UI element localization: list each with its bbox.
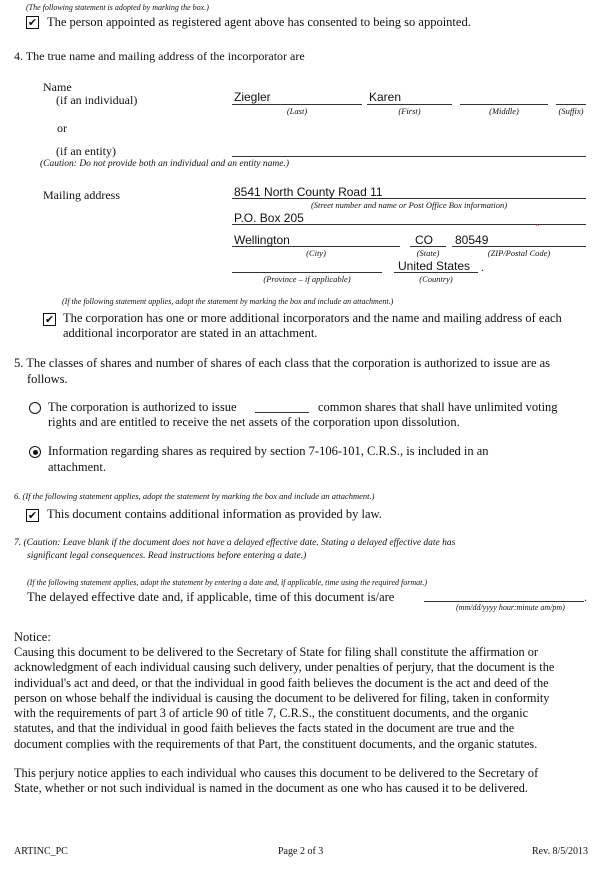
country-line <box>394 272 478 273</box>
first-label: (First) <box>398 106 421 116</box>
street-label: (Street number and name or Post Office Box information) <box>310 200 508 210</box>
zip-value[interactable]: 80549 <box>455 233 489 247</box>
last-label: (Last) <box>286 106 308 116</box>
consent-checkbox[interactable]: ✔ <box>27 16 38 29</box>
zip-label: (ZIP/Postal Code) <box>487 248 551 258</box>
suffix-line <box>556 104 586 105</box>
shares-option1-radio[interactable] <box>29 402 41 414</box>
attach-note: (If the following statement applies, adopt the statement by marking the box and include an attachment.) <box>62 297 394 306</box>
radio-selected-dot <box>33 450 38 455</box>
section6-text: This document contains additional information as provided by law. <box>47 507 382 521</box>
suffix-label: (Suffix) <box>558 106 584 116</box>
if-individual-label: (if an individual) <box>56 93 138 107</box>
shares-option2-line2: attachment. <box>48 460 106 474</box>
middle-label: (Middle) <box>489 106 519 116</box>
country-value[interactable]: United States <box>398 259 471 273</box>
adopt-note: (The following statement is adopted by marking the box.) <box>26 3 209 12</box>
country-period: . <box>481 260 484 274</box>
first-name-line <box>367 104 452 105</box>
revision-date: Rev. 8/5/2013 <box>532 846 589 857</box>
first-name-value[interactable]: Karen <box>369 90 402 104</box>
notice-para1-line: with the requirements of part 3 of article 90 of title 7, C.R.S., the constituent documents, and the organic <box>14 706 529 721</box>
city-line <box>232 246 400 247</box>
city-value[interactable]: Wellington <box>234 233 290 247</box>
delayed-date-line[interactable] <box>424 601 584 602</box>
section5-heading-line1: 5. The classes of shares and number of shares of each class that the corporation is authorized to issue are as <box>14 356 551 370</box>
if-entity-label: (if an entity) <box>56 144 116 158</box>
additional-info-checkbox[interactable]: ✔ <box>27 509 38 522</box>
last-name-value[interactable]: Ziegler <box>234 90 271 104</box>
shares-option2-radio[interactable] <box>29 446 41 458</box>
page-number: Page 2 of 3 <box>278 846 324 857</box>
city-label: (City) <box>306 248 326 258</box>
notice-para2-line: This perjury notice applies to each individual who causes this document to be delivered to the Secretary of <box>14 766 539 780</box>
notice-title: Notice: <box>14 630 51 644</box>
section5-heading-line2: follows. <box>27 372 68 386</box>
notice-para1 <box>14 645 554 752</box>
shares-option2-line1: Information regarding shares as required by section 7-106-101, C.R.S., is included in an <box>48 444 489 458</box>
notice-para1-line: Causing this document to be delivered to the Secretary of State for filing shall constitute the affirmation or <box>14 645 538 659</box>
section7-caution-line1: 7. (Caution: Leave blank if the document does not have a delayed effective date. Stating a delayed effective date has <box>14 538 456 548</box>
shares-option1-text-b: common shares that shall have unlimited voting <box>318 400 558 414</box>
state-label: (State) <box>416 248 440 258</box>
country-label: (Country) <box>419 274 453 284</box>
street2-line <box>232 224 586 225</box>
notice-para2-line: State, whether or not such individual is named in the document as one who has caused it to be delivered. <box>14 781 528 796</box>
province-line <box>232 272 382 273</box>
section7-period: . <box>584 590 587 604</box>
additional-incorporators-line2: additional incorporator are stated in an attachment. <box>63 326 318 340</box>
section7-text: The delayed effective date and, if applicable, time of this document is/are <box>27 590 395 604</box>
shares-count-line[interactable] <box>255 412 309 413</box>
street-line <box>232 198 586 199</box>
notice-para1-line: document complies with the requirements of that Part, the constituent documents, and the organic statutes. <box>14 736 538 751</box>
section7-caution-line2: significant legal consequences. Read instructions before entering a date.) <box>27 551 307 561</box>
zip-line <box>452 246 586 247</box>
street2-value[interactable]: P.O. Box 205 <box>234 211 304 225</box>
notice-para1-line: person on whose behalf the individual is causing the document to be delivered for filing, taken in conformity <box>14 690 550 705</box>
consent-text: The person appointed as registered agent above has consented to being so appointed. <box>47 15 471 29</box>
or-label: or <box>57 121 67 135</box>
section6-note: 6. (If the following statement applies, adopt the statement by marking the box and include an attachment.) <box>14 491 375 501</box>
additional-incorporators-line1: The corporation has one or more additional incorporators and the name and mailing address of each <box>63 311 562 325</box>
section7-note: (If the following statement applies, adopt the statement by entering a date and, if applicable, time using the required format.) <box>27 578 428 587</box>
entity-caution: (Caution: Do not provide both an individual and an entity name.) <box>40 159 289 169</box>
state-value[interactable]: CO <box>415 233 433 247</box>
province-label: (Province – if applicable) <box>263 274 351 284</box>
notice-para1-line: individual's act and deed, or that the individual in good faith believes the document is the act and deed of the <box>14 675 549 690</box>
entity-name-line[interactable] <box>232 156 586 157</box>
street-value[interactable]: 8541 North County Road 11 <box>234 185 383 199</box>
shares-option1-line2: rights and are entitled to receive the net assets of the corporation upon dissolution. <box>48 415 460 429</box>
notice-para1-line: statutes, and that the individual in good faith believes the facts stated in the document are true and the <box>14 721 515 736</box>
form-id: ARTINC_PC <box>14 846 68 857</box>
middle-name-line <box>460 104 548 105</box>
shares-option1-text-a: The corporation is authorized to issue <box>48 400 237 414</box>
additional-incorporators-checkbox[interactable]: ✔ <box>44 313 55 326</box>
name-label: Name <box>43 80 72 94</box>
last-name-line <box>232 104 362 105</box>
state-line <box>410 246 446 247</box>
notice-para2 <box>14 766 538 797</box>
mailing-address-label: Mailing address <box>43 188 120 202</box>
section4-heading: 4. The true name and mailing address of the incorporator are <box>14 49 305 63</box>
date-format-label: (mm/dd/yyyy hour:minute am/pm) <box>456 603 565 612</box>
stray-mark: ˆ <box>535 224 540 235</box>
notice-para1-line: acknowledgment of each individual causing such delivery, under penalties of perjury, that the document is the <box>14 660 555 675</box>
